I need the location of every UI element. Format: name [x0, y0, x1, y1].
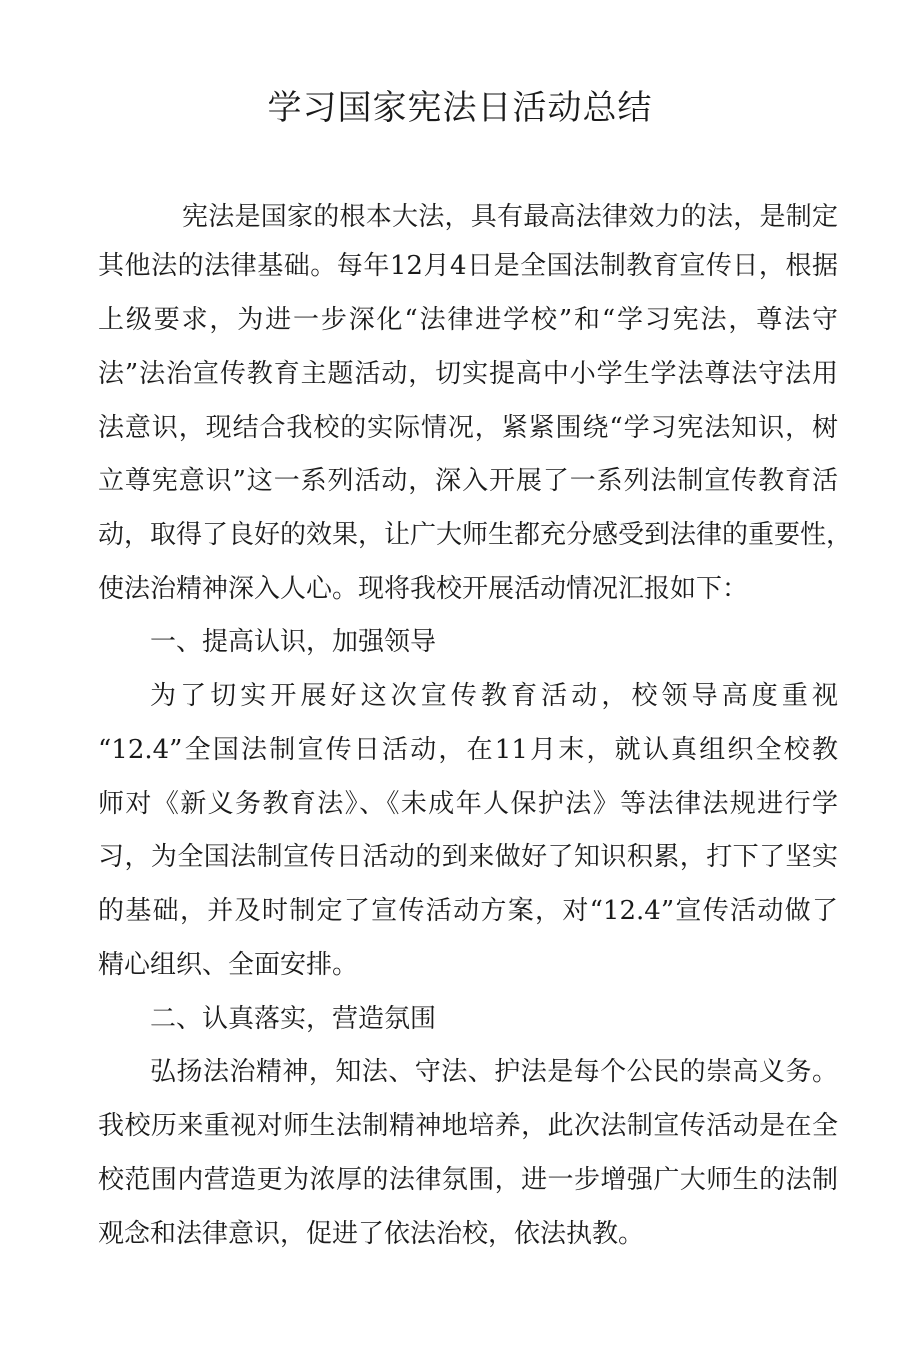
section-heading-2: 二、认真落实，营造氛围: [150, 1004, 437, 1034]
document-title: 学习国家宪法日活动总结: [267, 88, 653, 128]
paragraph-1-line-6: 立尊宪意识”这一系列活动，深入开展了一系列法制宣传教育活: [98, 466, 838, 496]
paragraph-2-line-4: 习，为全国法制宣传日活动的到来做好了知识积累，打下了坚实: [98, 842, 838, 872]
paragraph-2-line-6: 精心组织、全面安排。: [98, 950, 359, 980]
paragraph-1-line-1: 宪法是国家的根本大法，具有最高法律效力的法，是制定: [182, 202, 838, 232]
paragraph-1-line-7: 动，取得了良好的效果，让广大师生都充分感受到法律的重要性，: [98, 520, 853, 550]
section-heading-1: 一、提高认识，加强领导: [150, 627, 437, 657]
paragraph-2-line-3: 师对《新义务教育法》、《未成年人保护法》等法律法规进行学: [98, 789, 838, 819]
paragraph-1-line-5: 法意识，现结合我校的实际情况，紧紧围绕“学习宪法知识，树: [98, 413, 838, 443]
paragraph-3-line-4: 观念和法律意识，促进了依法治校，依法执教。: [98, 1219, 645, 1249]
paragraph-1-line-3: 上级要求，为进一步深化“法律进学校”和“学习宪法，尊法守: [98, 305, 838, 335]
paragraph-3-line-3: 校范围内营造更为浓厚的法律氛围，进一步增强广大师生的法制: [98, 1165, 838, 1195]
paragraph-3-line-1: 弘扬法治精神，知法、守法、护法是每个公民的崇高义务。: [150, 1057, 838, 1087]
paragraph-2-line-5: 的基础，并及时制定了宣传活动方案，对“12.4”宣传活动做了: [98, 896, 838, 926]
paragraph-2-line-2: “12.4”全国法制宣传日活动，在11月末，就认真组织全校教: [98, 735, 838, 765]
paragraph-2-line-1: 为了切实开展好这次宣传教育活动，校领导高度重视: [150, 681, 838, 711]
paragraph-1-line-8: 使法治精神深入人心。现将我校开展活动情况汇报如下：: [98, 574, 749, 604]
paragraph-3-line-2: 我校历来重视对师生法制精神地培养，此次法制宣传活动是在全: [98, 1111, 838, 1141]
paragraph-1-line-4: 法”法治宣传教育主题活动，切实提高中小学生学法尊法守法用: [98, 359, 838, 389]
paragraph-1-line-2: 其他法的法律基础。每年12月4日是全国法制教育宣传日，根据: [98, 251, 838, 281]
